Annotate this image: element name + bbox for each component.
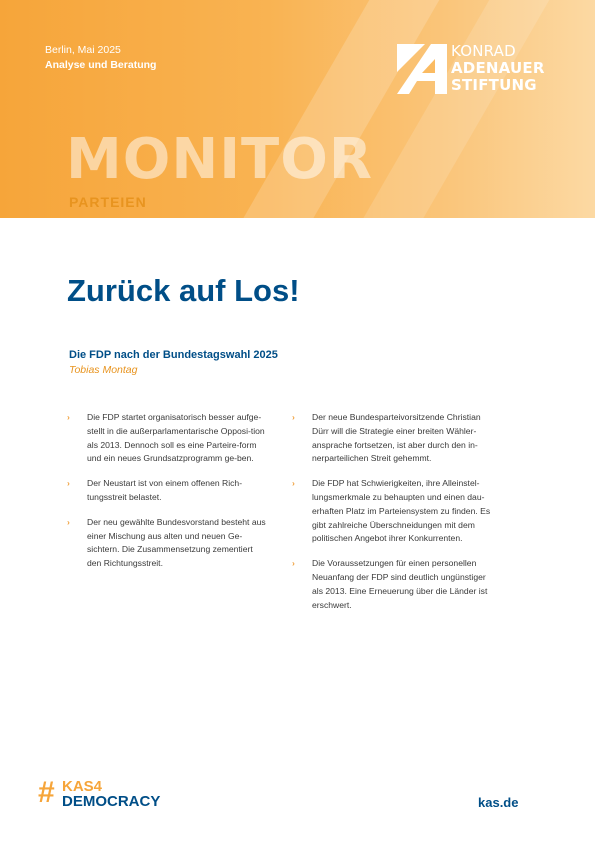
bullet-chevron-icon: › xyxy=(67,478,70,489)
summary-column-right xyxy=(292,411,492,623)
hashtag-icon: # xyxy=(38,776,55,809)
cover-header xyxy=(0,0,595,218)
website-link[interactable]: kas.de xyxy=(478,795,519,810)
bullet-text: Die FDP hat Schwierigkeiten, ihre Alleinstel-lungsmerkmale zu behaupten und einen dau-erhaften Platz im Parteiensystem zu finden. Es gibt zahlreiche Überschneidungen mit dem politischen Angebot ihrer Konkurrenten. xyxy=(312,478,491,544)
logo-line-konrad: KONRAD xyxy=(451,42,516,60)
bullet-text: Die Voraussetzungen für einen personellen Neuanfang der FDP sind deutlich ungünstiger als 2013. Eine Erneuerung über die Länder ist erschwert. xyxy=(312,558,488,610)
bullet-chevron-icon: › xyxy=(292,558,295,569)
kas-a-logo-icon xyxy=(397,44,447,94)
summary-column-left xyxy=(67,411,267,582)
summary-bullet xyxy=(67,411,267,466)
meta-info xyxy=(45,43,156,73)
page-title: Zurück auf Los! xyxy=(67,273,300,308)
campaign-word-democracy: DEMOCRACY xyxy=(62,793,161,810)
bullet-text: Die FDP startet organisatorisch besser aufge-stellt in die außerparlamentarische Opposi-tion als 2013. Dennoch soll es eine Parteire-form und ein neues Grundsatzprogramm ge-ben. xyxy=(87,412,265,464)
bullet-chevron-icon: › xyxy=(292,478,295,489)
bullet-text: Der neu gewählte Bundesvorstand besteht aus einer Mischung aus alten und neuen Ge-sichtern. Die Zusammensetzung zementiert den Richtungsstreit. xyxy=(87,516,266,569)
logo-line-stiftung: STIFTUNG xyxy=(451,76,537,94)
bullet-text: Der neue Bundesparteivorsitzende Christian Dürr will die Strategie einer breiten Wähler-ansprache fortsetzen, ist aber durch den in-nerparteilichen Streit gehemmt. xyxy=(312,412,481,464)
summary-bullet xyxy=(292,557,492,612)
logo-line-adenauer: ADENAUER xyxy=(451,59,545,77)
logo-wordmark xyxy=(451,43,545,94)
summary-bullet xyxy=(292,477,492,546)
kas-logo xyxy=(397,44,557,96)
author-name: Tobias Montag xyxy=(69,364,138,376)
bullet-chevron-icon: › xyxy=(67,516,70,527)
bullet-chevron-icon: › xyxy=(67,412,70,422)
kas4democracy-logo xyxy=(38,778,188,812)
summary-bullet xyxy=(67,516,267,571)
date-line: Berlin, Mai 2025 xyxy=(45,44,121,56)
series-title: MONITOR xyxy=(66,127,373,192)
bullet-chevron-icon: › xyxy=(292,412,295,422)
summary-bullet xyxy=(292,411,492,466)
rubric-label: PARTEIEN xyxy=(69,194,147,210)
department-label: Analyse und Beratung xyxy=(45,59,157,71)
campaign-word-kas4: KAS4 xyxy=(62,778,103,795)
page-subtitle: Die FDP nach der Bundestagswahl 2025 xyxy=(69,349,278,361)
bullet-text: Der Neustart ist von einem offenen Rich-tungsstreit belastet. xyxy=(87,478,243,502)
summary-bullet xyxy=(67,477,267,505)
